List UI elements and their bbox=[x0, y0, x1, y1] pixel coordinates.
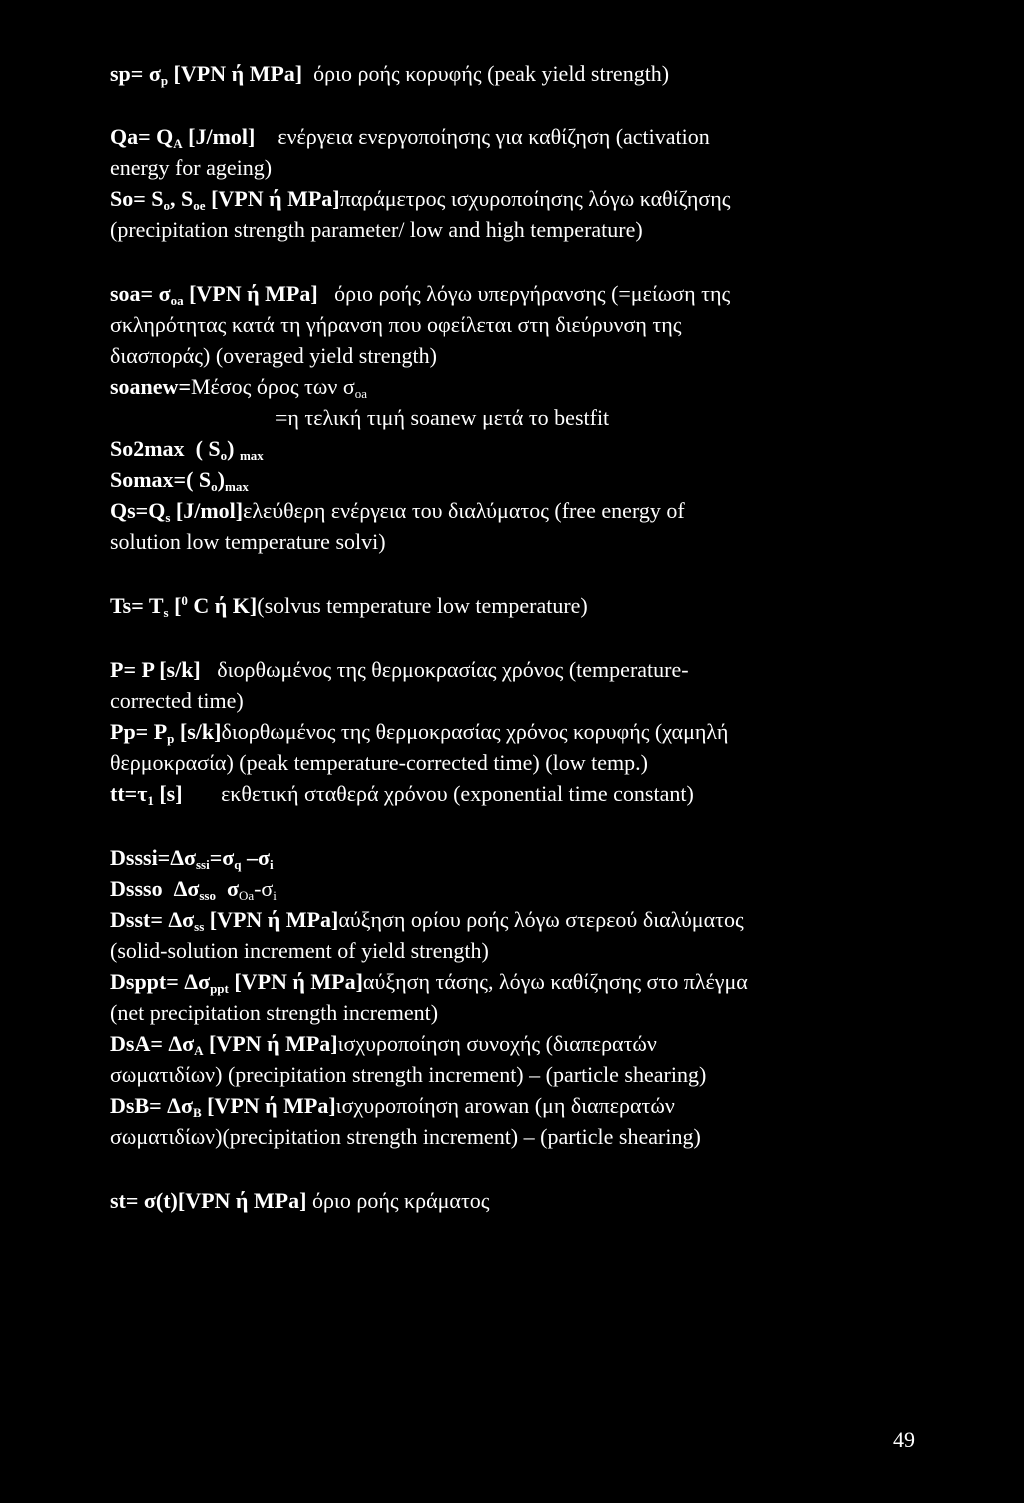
description-line-2: (net precipitation strength increment) bbox=[110, 1000, 439, 1025]
entry-ts bbox=[110, 590, 910, 621]
symbol-code: P= P [s/k] bbox=[110, 657, 201, 682]
symbol-code: DsA= bbox=[110, 1031, 163, 1056]
description-line-1: ισχυροποίηση arowan (μη διαπερατών bbox=[335, 1093, 675, 1118]
description-line-2: θερμοκρασία) (peak temperature-corrected time) (low temp.) bbox=[110, 750, 648, 775]
subscript: s bbox=[163, 605, 169, 620]
entry-p bbox=[110, 654, 910, 716]
symbol: Δσ bbox=[168, 1031, 195, 1056]
symbol: Δσ bbox=[173, 876, 200, 901]
entry-so bbox=[110, 183, 910, 245]
subscript: A bbox=[173, 136, 183, 151]
symbol: σ bbox=[342, 374, 355, 399]
description-line-2: solution low temperature solvi) bbox=[110, 529, 386, 554]
subscript: o bbox=[211, 479, 218, 494]
entry-dsb bbox=[110, 1090, 910, 1152]
entry-dsa bbox=[110, 1028, 910, 1090]
entry-pp bbox=[110, 716, 910, 778]
description-line-2: σκληρότητας κατά τη γήρανση που οφείλεται στη διεύρυνση της bbox=[110, 312, 682, 337]
description-line-1: ισχυροποίηση συνοχής (διαπερατών bbox=[337, 1031, 657, 1056]
description-line-2: corrected time) bbox=[110, 688, 244, 713]
unit: [s] bbox=[159, 781, 183, 806]
symbol: Δσ bbox=[184, 969, 211, 994]
minus-sigma: –σ bbox=[241, 845, 270, 870]
subscript: A bbox=[194, 1043, 204, 1058]
entry-soa bbox=[110, 278, 910, 371]
symbol-2: σ bbox=[226, 876, 239, 901]
entry-qa bbox=[110, 121, 910, 183]
description-line-2: σωματιδίων) (precipitation strength increment) – (particle shearing) bbox=[110, 1062, 707, 1087]
subscript: B bbox=[192, 1105, 202, 1120]
subscript: oa bbox=[170, 293, 184, 308]
entry-st bbox=[110, 1185, 910, 1216]
subscript: oa bbox=[354, 386, 367, 401]
description: όριο ροής κράματος bbox=[311, 1188, 490, 1213]
entry-qs bbox=[110, 495, 910, 557]
unit: [VPN ή MPa] bbox=[209, 907, 339, 932]
subscript-tail: max bbox=[225, 479, 249, 494]
subscript: p bbox=[167, 731, 175, 746]
unit: [s/k] bbox=[179, 719, 222, 744]
subscript-tail: max bbox=[239, 448, 264, 463]
subscript: s bbox=[165, 510, 171, 525]
symbol-2: S bbox=[181, 186, 194, 211]
page-number: 49 bbox=[893, 1427, 915, 1452]
symbol-code: Dsst= bbox=[110, 907, 163, 932]
subscript-3: i bbox=[273, 888, 277, 903]
symbol: S bbox=[151, 186, 164, 211]
unit: [J/mol] bbox=[175, 498, 244, 523]
unit: [VPN ή MPa] bbox=[207, 1093, 336, 1118]
symbol: σ bbox=[158, 281, 171, 306]
symbol: Δσ bbox=[167, 1093, 193, 1118]
entry-dssso bbox=[110, 873, 910, 904]
description-continuation: =η τελική τιμή soanew μετά το bestfit bbox=[275, 405, 610, 430]
subscript: o bbox=[220, 448, 228, 463]
description-line-3: διασποράς) (overaged yield strength) bbox=[110, 343, 437, 368]
unit: [VPN ή MPa] bbox=[211, 186, 340, 211]
symbol-code: Dsssi=Δσ bbox=[110, 845, 196, 870]
unit-rest: C ή K] bbox=[187, 593, 258, 618]
description-line-1: όριο ροής λόγω υπεργήρανσης (=μείωση της bbox=[334, 281, 731, 306]
subscript-2: Oa bbox=[238, 888, 255, 903]
description-line-1: αύξηση ορίου ροής λόγω στερεού διαλύματος bbox=[338, 907, 744, 932]
symbol-code: Qa= bbox=[110, 124, 151, 149]
subscript: sso bbox=[199, 888, 216, 903]
description-line-2: σωματιδίων)(precipitation strength increment) – (particle shearing) bbox=[110, 1124, 701, 1149]
symbol: Δσ bbox=[168, 907, 195, 932]
entry-dsst bbox=[110, 904, 910, 966]
subscript-3: i bbox=[269, 857, 274, 872]
description: εκθετική σταθερά χρόνου (exponential time constant) bbox=[221, 781, 694, 806]
subscript-2: oe bbox=[193, 198, 206, 213]
symbol-close: ) bbox=[217, 467, 225, 492]
symbol-code: So2max bbox=[110, 436, 185, 461]
symbol-code: soa= bbox=[110, 281, 154, 306]
subscript: ppt bbox=[210, 981, 229, 996]
description: όριο ροής κορυφής (peak yield strength) bbox=[313, 61, 670, 86]
subscript: 1 bbox=[147, 793, 154, 808]
entry-soanew bbox=[110, 371, 910, 433]
symbol-code: DsB= bbox=[110, 1093, 162, 1118]
symbol-open: ( S bbox=[195, 436, 221, 461]
symbol-code: sp= bbox=[110, 61, 144, 86]
subscript: ss bbox=[194, 919, 205, 934]
symbol-code: st= σ(t)[VPN ή MPa] bbox=[110, 1188, 307, 1213]
symbol-code: Pp= P bbox=[110, 719, 168, 744]
subscript-2: q bbox=[234, 857, 242, 872]
entry-dsppt bbox=[110, 966, 910, 1028]
unit: [VPN ή MPa] bbox=[209, 1031, 338, 1056]
description-line-2: (solid-solution increment of yield strength) bbox=[110, 938, 489, 963]
description-line-1: ελεύθερη ενέργεια του διαλύματος (free energy of bbox=[243, 498, 685, 523]
entry-somax bbox=[110, 464, 910, 495]
symbol: Q bbox=[156, 124, 174, 149]
symbol-code: Somax=( S bbox=[110, 467, 212, 492]
symbol-code: Dssso bbox=[110, 876, 163, 901]
description-line-1: αύξηση τάσης, λόγω καθίζησης στο πλέγμα bbox=[362, 969, 748, 994]
symbol-code: Dsppt= bbox=[110, 969, 179, 994]
document-body bbox=[110, 58, 910, 1216]
symbol-code: Ts= T bbox=[110, 593, 164, 618]
description-line-1: διορθωμένος της θερμοκρασίας χρόνος κορυφής (χαμηλή bbox=[221, 719, 729, 744]
symbol: σ bbox=[148, 61, 161, 86]
unit: [VPN ή MPa] bbox=[189, 281, 318, 306]
separator: , bbox=[170, 186, 176, 211]
description-line-2: (precipitation strength parameter/ low and high temperature) bbox=[110, 217, 643, 242]
subscript: p bbox=[160, 73, 169, 88]
minus-sigma: -σ bbox=[254, 876, 274, 901]
superscript: 0 bbox=[181, 593, 188, 608]
symbol-code: So= bbox=[110, 186, 146, 211]
unit-open: [ bbox=[174, 593, 182, 618]
description-line-1: παράμετρος ισχυροποίησης λόγω καθίζησης bbox=[339, 186, 731, 211]
symbol-code: Qs=Q bbox=[110, 498, 166, 523]
description-line-1: διορθωμένος της θερμοκρασίας χρόνος (temperature- bbox=[217, 657, 689, 682]
symbol-close: ) bbox=[227, 436, 235, 461]
subscript: ssi bbox=[195, 857, 210, 872]
symbol-code: tt=τ bbox=[110, 781, 148, 806]
description: Μέσος όρος των bbox=[191, 374, 338, 399]
entry-so2max bbox=[110, 433, 910, 464]
description: (solvus temperature low temperature) bbox=[257, 593, 588, 618]
entry-tt bbox=[110, 778, 910, 809]
unit: [VPN ή MPa] bbox=[234, 969, 363, 994]
equals-sigma: =σ bbox=[209, 845, 235, 870]
description-line-2: energy for ageing) bbox=[110, 155, 273, 180]
description-line-1: ενέργεια ενεργοποίησης για καθίζηση (activation bbox=[277, 124, 710, 149]
subscript: o bbox=[163, 198, 171, 213]
unit: [J/mol] bbox=[188, 124, 256, 149]
entry-dsssi bbox=[110, 842, 910, 873]
unit: [VPN ή MPa] bbox=[173, 61, 303, 86]
entry-sp bbox=[110, 58, 910, 89]
symbol-code: soanew= bbox=[110, 374, 191, 399]
